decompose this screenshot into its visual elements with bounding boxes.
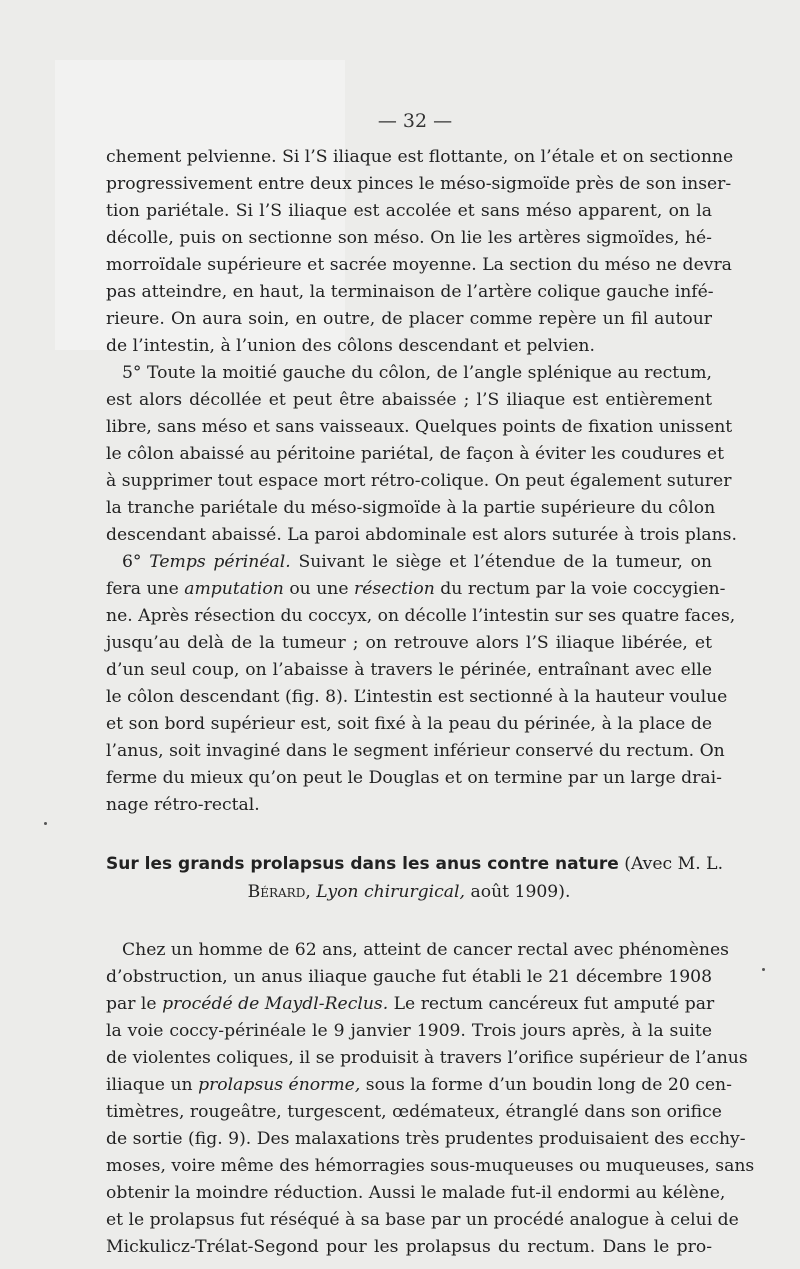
text-line: de violentes coliques, il se produisit à travers l’orifice supérieur de l’anus — [106, 1048, 748, 1068]
text-line: pas atteindre, en haut, la terminaison de l’artère colique gauche infé- — [106, 282, 714, 302]
text-line — [106, 992, 715, 1016]
text-line: le côlon descendant (fig. 8). L’intestin est sectionné à la hauteur voulue — [106, 687, 728, 707]
text-line: à supprimer tout espace mort rétro-colique. On peut également suturer — [106, 471, 732, 491]
text-line: Mickulicz-Trélat-Segond pour les prolapsus du rectum. Dans le pro- — [106, 1237, 712, 1257]
text-span: sous la forme d’un boudin long de 20 cen- — [365, 1075, 732, 1095]
italic-term: amputation — [184, 579, 284, 599]
author-name: Bérard — [247, 882, 306, 902]
text-line: ferme du mieux qu’on peut le Douglas et on termine par un large drai- — [106, 768, 722, 788]
text-line: ne. Après résection du coccyx, on décolle l’intestin sur ses quatre faces, — [106, 606, 736, 626]
text-line: obtenir la moindre réduction. Aussi le malade fut-il endormi au kélène, — [106, 1183, 726, 1203]
text-line: Chez un homme de 62 ans, atteint de cancer rectal avec phénomènes — [122, 940, 729, 960]
text-line: la tranche pariétale du méso-sigmoïde à la partie supérieure du côlon — [106, 498, 716, 518]
text-line: d’un seul coup, on l’abaisse à travers le périnée, entraînant avec elle — [106, 660, 712, 680]
article-heading — [106, 852, 724, 876]
citation-date: août 1909). — [470, 882, 571, 902]
text-line: le côlon abaissé au péritoine pariétal, de façon à éviter les coudures et — [106, 444, 725, 464]
text-line: d’obstruction, un anus iliaque gauche fut établi le 21 décembre 1908 — [106, 967, 712, 987]
page-number: — 32 — — [377, 110, 453, 132]
text-line: progressivement entre deux pinces le méso-sigmoïde près de son inser- — [106, 174, 732, 194]
scan-speck — [44, 822, 47, 825]
para6-title: Temps périnéal. — [149, 552, 291, 572]
article-title: Sur les grands prolapsus dans les anus contre nature — [106, 854, 619, 874]
para6-line1-rest: Suivant le siège et l’étendue de la tumeur, on — [298, 552, 712, 572]
text-line — [106, 1073, 732, 1097]
text-line: l’anus, soit invaginé dans le segment inférieur conservé du rectum. On — [106, 741, 725, 761]
text-line: morroïdale supérieure et sacrée moyenne. La section du méso ne devra — [106, 255, 732, 275]
text-line: est alors décollée et peut être abaissée ; l’S iliaque est entièrement — [106, 390, 712, 410]
text-line: timètres, rougeâtre, turgescent, œdémateux, étranglé dans son orifice — [106, 1102, 722, 1122]
text-line: de l’intestin, à l’union des côlons descendant et pelvien. — [106, 336, 595, 356]
text-line: descendant abaissé. La paroi abdominale est alors suturée à trois plans. — [106, 525, 737, 545]
text-span: par le — [106, 994, 157, 1014]
text-line: rieure. On aura soin, en outre, de placer comme repère un fil autour — [106, 309, 712, 329]
text-line: et son bord supérieur est, soit fixé à la peau du périnée, à la place de — [106, 714, 712, 734]
text-span: iliaque un — [106, 1075, 193, 1095]
text-line: décolle, puis on sectionne son méso. On lie les artères sigmoïdes, hé- — [106, 228, 712, 248]
text-line: la voie coccy-périnéale le 9 janvier 1909. Trois jours après, à la suite — [106, 1021, 712, 1041]
text-line: tion pariétale. Si l’S iliaque est accolée et sans méso apparent, on la — [106, 201, 712, 221]
text-span: du rectum par la voie coccygien- — [440, 579, 726, 599]
heading-tail: (Avec M. L. — [624, 854, 724, 874]
text-line: et le prolapsus fut réséqué à sa base par un procédé analogue à celui de — [106, 1210, 739, 1230]
journal-name: Lyon chirurgical, — [316, 882, 465, 902]
text-line: moses, voire même des hémorragies sous-muqueuses ou muqueuses, sans — [106, 1156, 755, 1176]
text-line: libre, sans méso et sans vaisseaux. Quelques points de fixation unissent — [106, 417, 733, 437]
text-line: nage rétro-rectal. — [106, 795, 260, 815]
text-line — [122, 550, 712, 574]
text-span: Le rectum cancéreux fut amputé par — [393, 994, 715, 1014]
text-line: jusqu’au delà de la tumeur ; on retrouve alors l’S iliaque libérée, et — [106, 633, 712, 653]
scan-speck — [762, 968, 765, 971]
italic-term: prolapsus énorme, — [198, 1075, 361, 1095]
italic-term: procédé de Maydl-Reclus. — [162, 994, 389, 1014]
text-line: de sortie (fig. 9). Des malaxations très prudentes produisaient des ecchy- — [106, 1129, 746, 1149]
article-citation: Bérard, Lyon chirurgical, août 1909). — [247, 882, 571, 902]
italic-term: résection — [353, 579, 435, 599]
text-line: chement pelvienne. Si l’S iliaque est flottante, on l’étale et on sectionne — [106, 147, 734, 167]
text-line: 5° Toute la moitié gauche du côlon, de l’angle splénique au rectum, — [122, 363, 712, 383]
text-line — [106, 577, 726, 601]
text-span: ou une — [289, 579, 349, 599]
text-span: fera une — [106, 579, 179, 599]
para6-lead: 6° — [122, 552, 142, 572]
